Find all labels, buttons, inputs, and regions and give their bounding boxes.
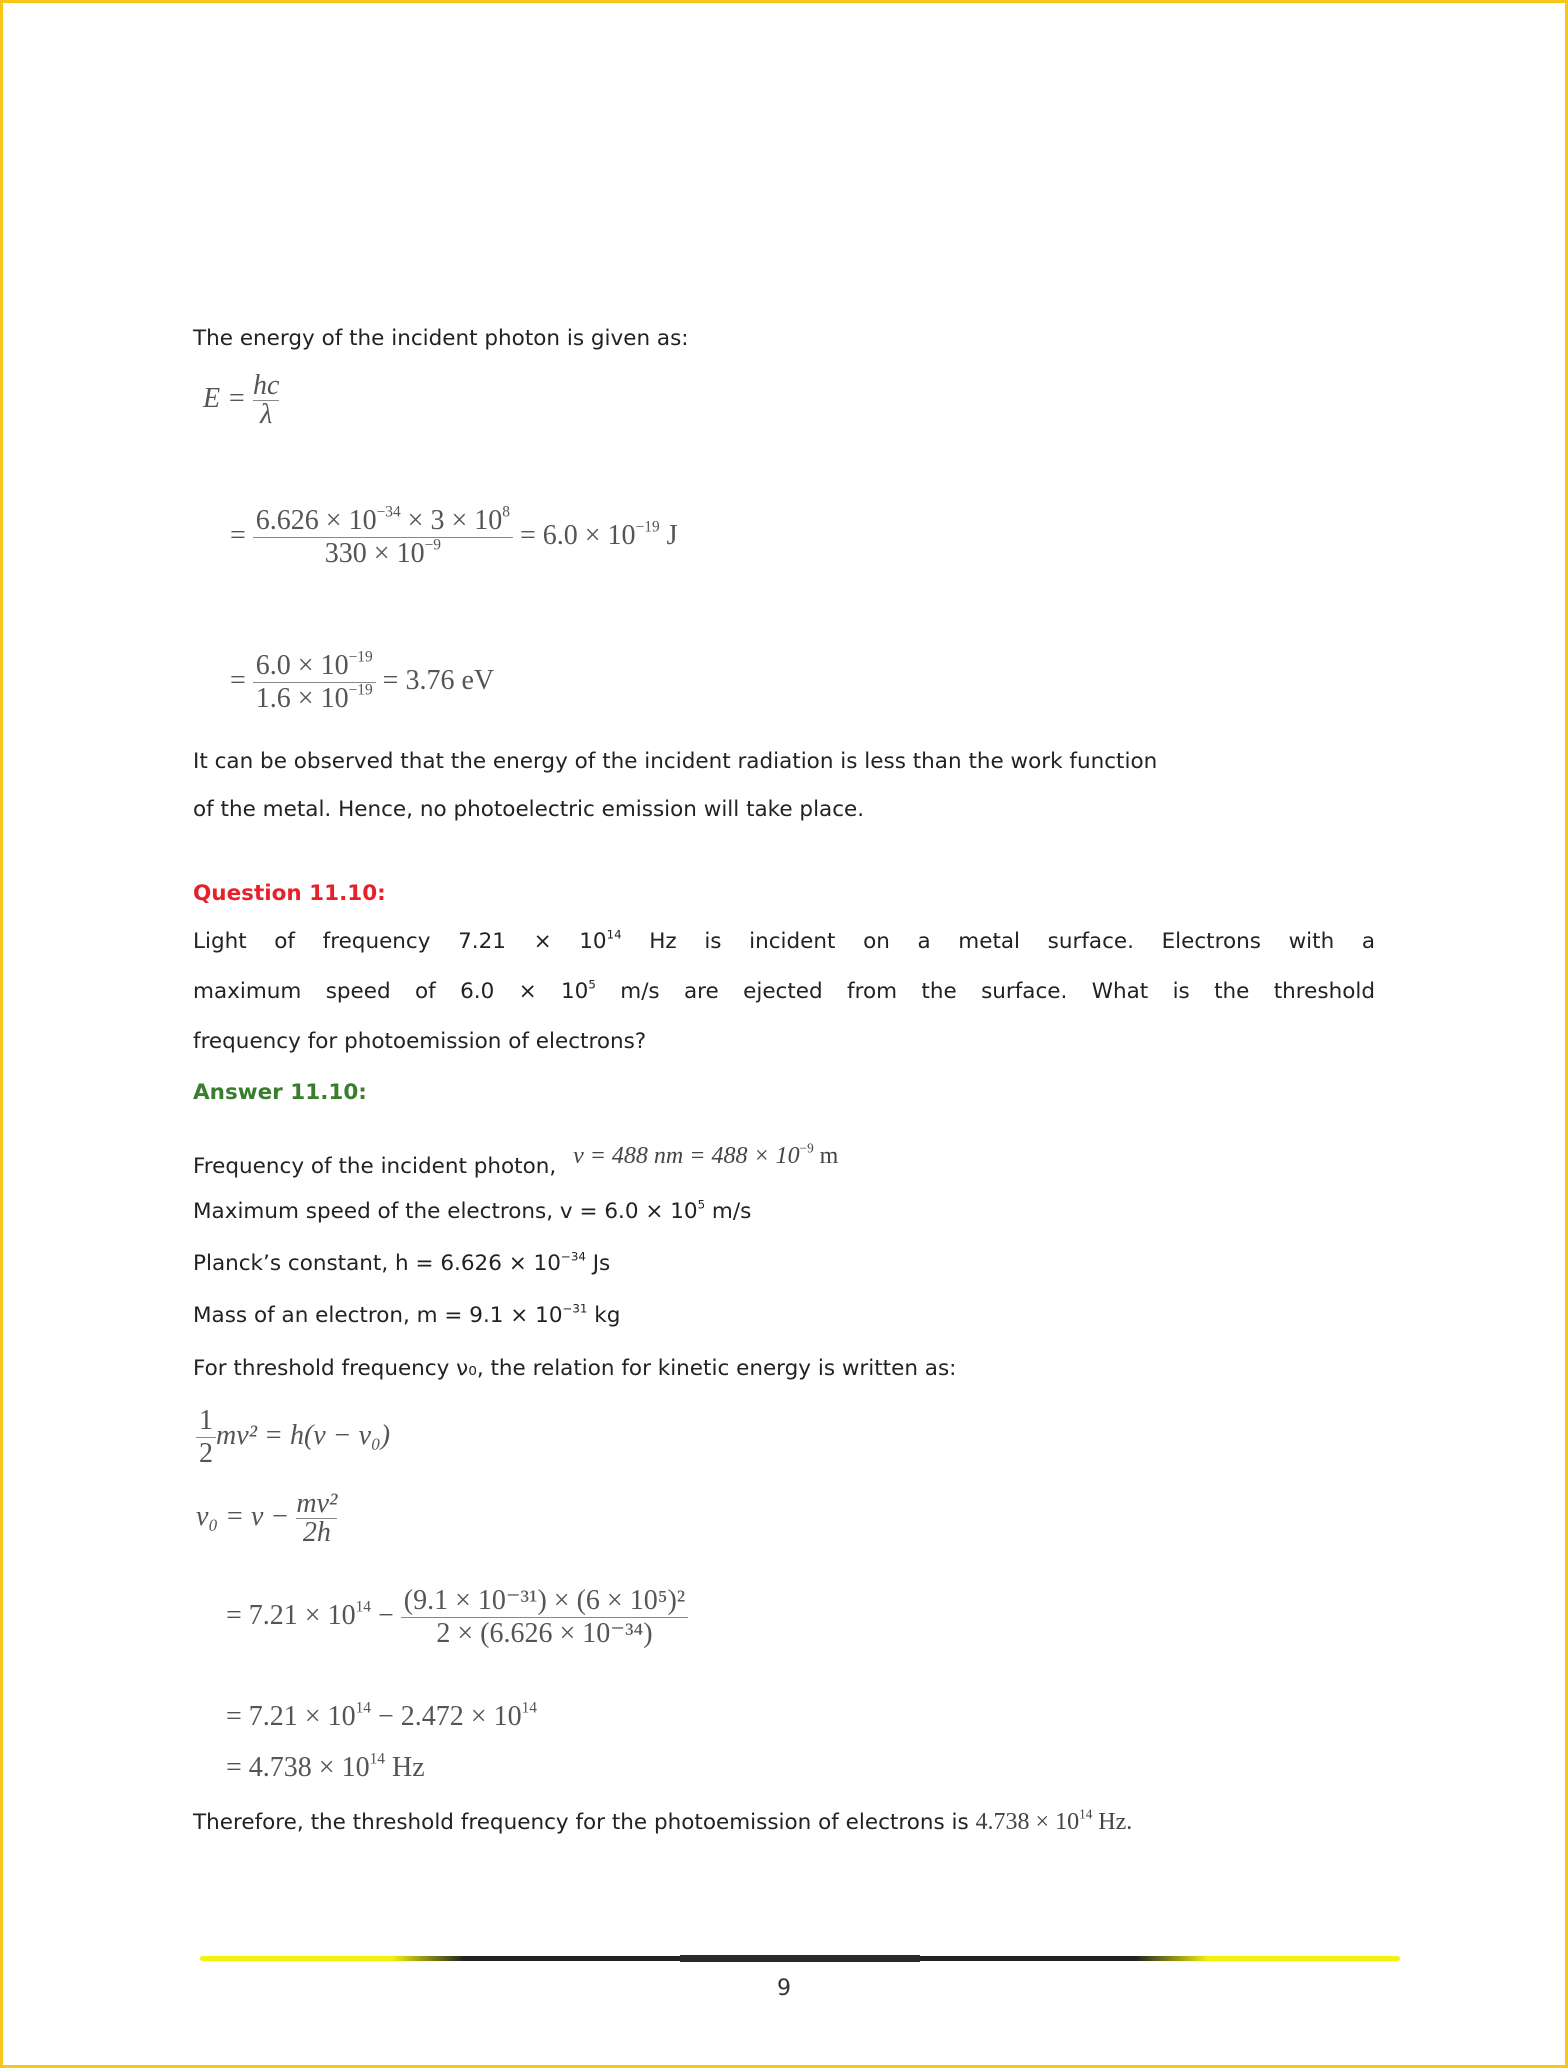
question-heading: Question 11.10: bbox=[193, 881, 386, 906]
given-speed: Maximum speed of the electrons, $v = 6.0 \times 10^5$ m/s bbox=[193, 1197, 752, 1224]
equation-energy-formula bbox=[203, 372, 279, 429]
equation-substitution: = $7.21 \times 10^{14}$ − $\frac{\text{(9.1 × 10⁻³¹) × (6 × 10⁵)²}}{\text{2 × (6.626 × 10⁻³⁴)}}$ bbox=[226, 1585, 688, 1650]
equation-difference: = $7.21 \times 10^{14} - 2.472 \times 10^{14}$ bbox=[226, 1699, 537, 1732]
eq-numerator: $6.0 \times 10^{-19}$ bbox=[253, 650, 376, 683]
answer-heading: Answer 11.10: bbox=[193, 1080, 367, 1105]
conclusion-line-2: of the metal. Hence, no photoelectric emission will take place. bbox=[193, 797, 865, 822]
conclusion-line-1: It can be observed that the energy of the incident radiation is less than the work function bbox=[193, 749, 1158, 774]
eq-numerator: hc bbox=[253, 370, 280, 401]
given-planck-constant: Planck’s constant, $h = 6.626 \times 10^{-34}$ Js bbox=[193, 1249, 611, 1276]
given-electron-mass: Mass of an electron, $m = 9.1 \times 10^{-31}$ kg bbox=[193, 1301, 621, 1328]
given-frequency: Frequency of the incident photon, ν = 488 nm = $488 \times 10^{-9}$ m bbox=[193, 1140, 839, 1179]
equation-result: = $4.738 \times 10^{14}$ Hz bbox=[226, 1750, 425, 1783]
question-line-3: frequency for photoemission of electrons? bbox=[193, 1029, 647, 1054]
page-number: 9 bbox=[777, 1976, 791, 2001]
equation-kinetic-energy: $\frac{1}{2}$ mv² = h(ν − ν₀) bbox=[196, 1405, 390, 1470]
eq-numerator: $6.626 \times 10^{-34} \times 3 \times 10^8$ bbox=[253, 505, 513, 538]
eq-sign: = bbox=[230, 519, 246, 551]
question-line-1: Light of frequency $7.21 \times 10^{14}$ Hz is incident on a metal surface. Electrons with a bbox=[193, 927, 1375, 954]
eq-lhs: E = bbox=[203, 382, 246, 414]
question-line-2: maximum speed of $6.0 \times 10^5$ m/s are ejected from the surface. What is the threshold bbox=[193, 977, 1375, 1004]
final-answer: Therefore, the threshold frequency for the photoemission of electrons is $4.738 \times 10^{14}$ Hz. bbox=[193, 1806, 1133, 1835]
eq-result: = 3.76 eV bbox=[382, 664, 495, 696]
eq-result: = 6.0 × 10 bbox=[519, 519, 636, 551]
equation-energy-ev: = $\frac{6.0 \times 10^{-19}}{1.6 \times 10^{-19}}$ = 3.76 eV bbox=[230, 648, 495, 714]
eq-denominator: λ bbox=[260, 399, 273, 430]
footer-divider bbox=[200, 1956, 1400, 1961]
equation-threshold-formula: ν₀ = ν − $\frac{\text{mv²}}{2h}$ bbox=[196, 1488, 338, 1548]
equation-energy-joules: = $\frac{6.626 \times 10^{-34} \times 3 \times 10^8}{330 \times 10^{-9}}$ = $6.0 \times 10^{-19}$ J bbox=[230, 503, 678, 569]
relation-text: For threshold frequency ν₀, the relation for kinetic energy is written as: bbox=[193, 1356, 957, 1381]
eq-denominator: $330 \times 10^{-9}$ bbox=[324, 536, 441, 569]
intro-text: The energy of the incident photon is given as: bbox=[193, 326, 689, 351]
eq-denominator: $1.6 \times 10^{-19}$ bbox=[255, 681, 373, 714]
